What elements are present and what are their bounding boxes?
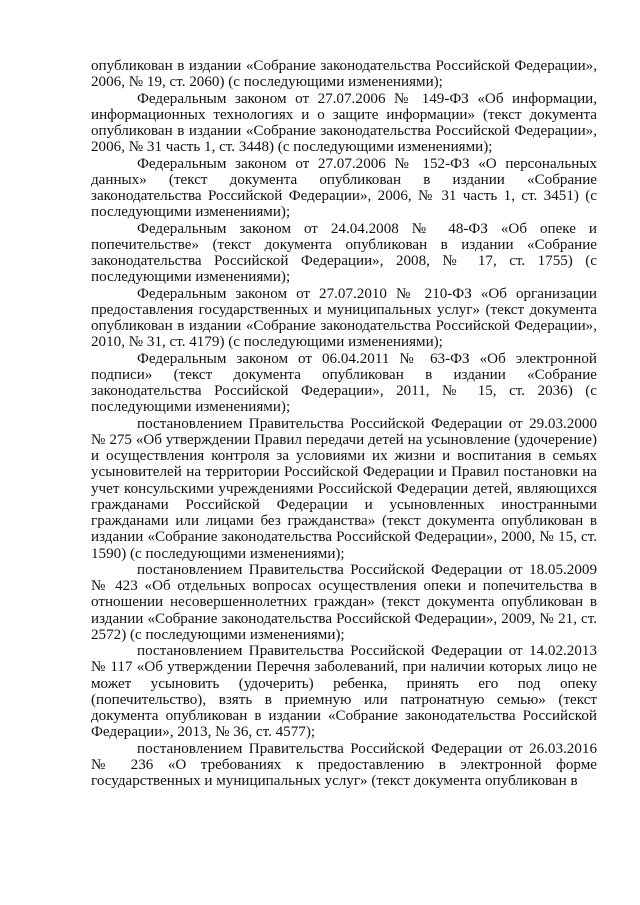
paragraph-decree-236: постановлением Правительства Российской Федерации от 26.03.2016 № 236 «О требованиях к предоставлению в электронной форме государственных и муниципальных услуг» (текст документа опубликован в <box>91 740 597 789</box>
paragraph-decree-423: постановлением Правительства Российской Федерации от 18.05.2009 № 423 «Об отдельных вопросах осуществления опеки и попечительства в отношении несовершеннолетних граждан» (текст документа опубликован в издании «Собрание законодательства Российской Федерации», 2009, № 21, ст. 2572) (с последующими изменениями); <box>91 561 597 643</box>
document-page <box>91 58 597 789</box>
paragraph-law-149-fz: Федеральным законом от 27.07.2006 № 149-ФЗ «Об информации, информационных технологиях и о защите информации» (текст документа опубликован в издании «Собрание законодательства Российской Федерации», 2006, № 31 часть 1, ст. 3448) (с последующими изменениями); <box>91 90 597 156</box>
paragraph-law-48-fz: Федеральным законом от 24.04.2008 № 48-ФЗ «Об опеке и попечительстве» (текст документа опубликован в издании «Собрание законодательства Российской Федерации», 2008, № 17, ст. 1755) (с последующими изменениями); <box>91 220 597 286</box>
paragraph-decree-117: постановлением Правительства Российской Федерации от 14.02.2013 № 117 «Об утверждении Перечня заболеваний, при наличии которых лицо не может усыновить (удочерить) ребенка, принять его под опеку (попечительство), взять в приемную или патронатную семью» (текст документа опубликован в издании «Собрание законодательства Российской Федерации», 2013, № 36, ст. 4577); <box>91 643 597 741</box>
paragraph-law-210-fz: Федеральным законом от 27.07.2010 № 210-ФЗ «Об организации предоставления государственных и муниципальных услуг» (текст документа опубликован в издании «Собрание законодательства Российской Федерации», 2010, № 31, ст. 4179) (с последующими изменениями); <box>91 285 597 351</box>
paragraph-law-152-fz: Федеральным законом от 27.07.2006 № 152-ФЗ «О персональных данных» (текст документа опубликован в издании «Собрание законодательства Российской Федерации», 2006, № 31 часть 1, ст. 3451) (с последующими изменениями); <box>91 155 597 221</box>
paragraph-continuation: опубликован в издании «Собрание законодательства Российской Федерации», 2006, № 19, ст. 2060) (с последующими изменениями); <box>91 58 597 91</box>
paragraph-decree-275: постановлением Правительства Российской Федерации от 29.03.2000 № 275 «Об утверждении Правил передачи детей на усыновление (удочерение) и осуществления контроля за условиями их жизни и воспитания в семьях усыновителей на территории Российской Федерации и Правил постановки на учет консульскими учреждениями Российской Федерации детей, являющихся гражданами Российской Федерации и усыновленных иностранными гражданами или лицами без гражданства» (текст документа опубликован в издании «Собрание законодательства Российской Федерации», 2000, № 15, ст. 1590) (с последующими изменениями); <box>91 415 597 562</box>
paragraph-law-63-fz: Федеральным законом от 06.04.2011 № 63-ФЗ «Об электронной подписи» (текст документа опубликован в издании «Собрание законодательства Российской Федерации», 2011, № 15, ст. 2036) (с последующими изменениями); <box>91 350 597 416</box>
